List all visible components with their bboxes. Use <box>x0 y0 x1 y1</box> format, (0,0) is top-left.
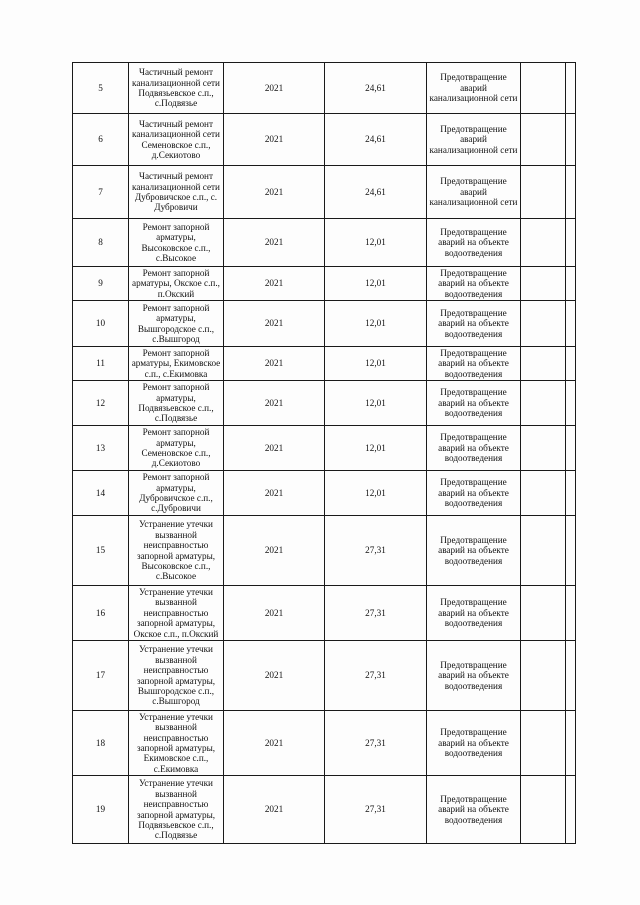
work-description: Ремонт запорной арматуры, Екимовское с.п., с.Екимовка <box>129 347 224 381</box>
empty-cell <box>521 641 566 711</box>
goal: Предотвращение аварий на объекте водоотведения <box>427 426 521 471</box>
work-description: Устранение утечки вызванной неисправностью запорной арматуры, Екимовское с.п., с.Екимовка <box>129 711 224 776</box>
empty-cell <box>566 166 576 219</box>
row-number: 14 <box>73 471 129 516</box>
row-number: 17 <box>73 641 129 711</box>
goal: Предотвращение аварий канализационной сети <box>427 63 521 114</box>
empty-cell <box>566 641 576 711</box>
work-description: Частичный ремонт канализационной сети Дубровичское с.п., с. Дубровичи <box>129 166 224 219</box>
row-number: 6 <box>73 114 129 166</box>
table-row <box>73 641 576 711</box>
goal: Предотвращение аварий на объекте водоотведения <box>427 586 521 641</box>
year: 2021 <box>224 166 325 219</box>
table-row <box>73 776 576 844</box>
empty-cell <box>521 426 566 471</box>
year: 2021 <box>224 219 325 267</box>
table-row <box>73 166 576 219</box>
row-number: 8 <box>73 219 129 267</box>
goal: Предотвращение аварий на объекте водоотведения <box>427 711 521 776</box>
goal: Предотвращение аварий на объекте водоотведения <box>427 516 521 586</box>
row-number: 11 <box>73 347 129 381</box>
year: 2021 <box>224 516 325 586</box>
year: 2021 <box>224 711 325 776</box>
measures-table <box>72 62 576 844</box>
cost: 12,01 <box>325 219 427 267</box>
work-description: Ремонт запорной арматуры, Окское с.п., п.Окский <box>129 267 224 301</box>
cost: 12,01 <box>325 301 427 347</box>
table-row <box>73 471 576 516</box>
row-number: 7 <box>73 166 129 219</box>
row-number: 9 <box>73 267 129 301</box>
goal: Предотвращение аварий на объекте водоотведения <box>427 301 521 347</box>
empty-cell <box>521 711 566 776</box>
empty-cell <box>566 114 576 166</box>
empty-cell <box>566 347 576 381</box>
empty-cell <box>521 219 566 267</box>
table-row <box>73 267 576 301</box>
table-row <box>73 516 576 586</box>
cost: 27,31 <box>325 586 427 641</box>
cost: 27,31 <box>325 776 427 844</box>
goal: Предотвращение аварий на объекте водоотведения <box>427 776 521 844</box>
year: 2021 <box>224 301 325 347</box>
empty-cell <box>566 301 576 347</box>
cost: 24,61 <box>325 166 427 219</box>
year: 2021 <box>224 471 325 516</box>
table-row <box>73 586 576 641</box>
year: 2021 <box>224 426 325 471</box>
table-row <box>73 63 576 114</box>
year: 2021 <box>224 63 325 114</box>
empty-cell <box>566 219 576 267</box>
work-description: Устранение утечки вызванной неисправностью запорной арматуры, Подвязьевское с.п., с.Подвязье <box>129 776 224 844</box>
row-number: 18 <box>73 711 129 776</box>
goal: Предотвращение аварий канализационной сети <box>427 114 521 166</box>
cost: 27,31 <box>325 711 427 776</box>
goal: Предотвращение аварий на объекте водоотведения <box>427 471 521 516</box>
table-row <box>73 381 576 426</box>
empty-cell <box>521 381 566 426</box>
goal: Предотвращение аварий на объекте водоотведения <box>427 219 521 267</box>
year: 2021 <box>224 776 325 844</box>
empty-cell <box>521 471 566 516</box>
goal: Предотвращение аварий на объекте водоотведения <box>427 381 521 426</box>
empty-cell <box>521 516 566 586</box>
empty-cell <box>521 114 566 166</box>
empty-cell <box>521 166 566 219</box>
goal: Предотвращение аварий на объекте водоотведения <box>427 347 521 381</box>
year: 2021 <box>224 641 325 711</box>
empty-cell <box>566 586 576 641</box>
row-number: 16 <box>73 586 129 641</box>
table-row <box>73 301 576 347</box>
empty-cell <box>566 776 576 844</box>
row-number: 5 <box>73 63 129 114</box>
work-description: Устранение утечки вызванной неисправностью запорной арматуры, Окское с.п., п.Окский <box>129 586 224 641</box>
work-description: Ремонт запорной арматуры, Подвязьевское с.п., с.Подвязье <box>129 381 224 426</box>
cost: 27,31 <box>325 516 427 586</box>
year: 2021 <box>224 347 325 381</box>
cost: 27,31 <box>325 641 427 711</box>
goal: Предотвращение аварий канализационной сети <box>427 166 521 219</box>
empty-cell <box>521 63 566 114</box>
row-number: 12 <box>73 381 129 426</box>
empty-cell <box>566 711 576 776</box>
table-row <box>73 114 576 166</box>
table-row <box>73 711 576 776</box>
work-description: Ремонт запорной арматуры, Семеновское с.п., д.Секиотово <box>129 426 224 471</box>
year: 2021 <box>224 586 325 641</box>
work-description: Устранение утечки вызванной неисправностью запорной арматуры, Высоковское с.п., с.Высокое <box>129 516 224 586</box>
row-number: 13 <box>73 426 129 471</box>
table-row <box>73 426 576 471</box>
goal: Предотвращение аварий на объекте водоотведения <box>427 267 521 301</box>
cost: 24,61 <box>325 114 427 166</box>
row-number: 10 <box>73 301 129 347</box>
empty-cell <box>521 347 566 381</box>
goal: Предотвращение аварий на объекте водоотведения <box>427 641 521 711</box>
table-row <box>73 219 576 267</box>
empty-cell <box>521 586 566 641</box>
row-number: 15 <box>73 516 129 586</box>
table-row <box>73 347 576 381</box>
empty-cell <box>566 426 576 471</box>
cost: 12,01 <box>325 471 427 516</box>
empty-cell <box>566 267 576 301</box>
year: 2021 <box>224 114 325 166</box>
work-description: Частичный ремонт канализационной сети Семеновское с.п., д.Секиотово <box>129 114 224 166</box>
empty-cell <box>566 516 576 586</box>
cost: 24,61 <box>325 63 427 114</box>
empty-cell <box>566 381 576 426</box>
work-description: Устранение утечки вызванной неисправностью запорной арматуры, Вышгородское с.п., с.Вышгород <box>129 641 224 711</box>
work-description: Ремонт запорной арматуры, Дубровичское с.п., с.Дубровичи <box>129 471 224 516</box>
empty-cell <box>521 776 566 844</box>
year: 2021 <box>224 381 325 426</box>
cost: 12,01 <box>325 381 427 426</box>
work-description: Ремонт запорной арматуры, Вышгородское с.п., с.Вышгород <box>129 301 224 347</box>
cost: 12,01 <box>325 347 427 381</box>
empty-cell <box>521 267 566 301</box>
measures-table-body <box>73 63 576 844</box>
work-description: Ремонт запорной арматуры, Высоковское с.п., с.Высокое <box>129 219 224 267</box>
empty-cell <box>521 301 566 347</box>
work-description: Частичный ремонт канализационной сети Подвязьевское с.п., с.Подвязье <box>129 63 224 114</box>
cost: 12,01 <box>325 426 427 471</box>
cost: 12,01 <box>325 267 427 301</box>
row-number: 19 <box>73 776 129 844</box>
empty-cell <box>566 63 576 114</box>
empty-cell <box>566 471 576 516</box>
year: 2021 <box>224 267 325 301</box>
